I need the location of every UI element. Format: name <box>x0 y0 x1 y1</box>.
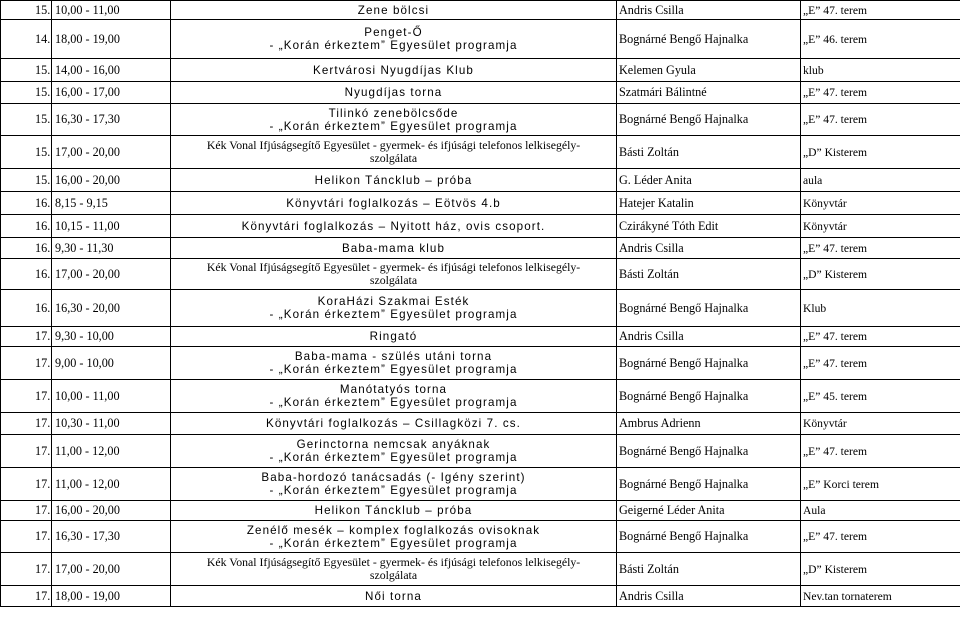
organizer-cell: Hatejer Katalin <box>617 192 801 215</box>
program-line: - „Korán érkeztem” Egyesület programja <box>269 451 518 464</box>
day-cell: 17. <box>1 380 52 413</box>
day-cell: 17. <box>1 413 52 435</box>
program-line: Nyugdíjas torna <box>344 86 443 99</box>
location-cell: „E” 45. terem <box>801 380 960 413</box>
program-line: Helikon Táncklub – próba <box>314 173 473 187</box>
program-cell <box>171 59 617 82</box>
time-cell: 18,00 - 19,00 <box>52 586 171 607</box>
organizer-cell: Andris Csilla <box>617 1 801 20</box>
schedule-row <box>1 1 960 20</box>
location-cell: „E” 47. terem <box>801 1 960 20</box>
day-cell: 16. <box>1 290 52 327</box>
location-cell: Aula <box>801 501 960 521</box>
location-cell: „E” 47. terem <box>801 104 960 136</box>
program-line: - „Korán érkeztem” Egyesület programja <box>269 119 518 133</box>
time-cell: 16,30 - 17,30 <box>52 104 171 136</box>
organizer-cell: Básti Zoltán <box>617 136 801 169</box>
program-cell <box>171 1 617 20</box>
schedule-row <box>1 347 960 380</box>
day-cell: 15. <box>1 104 52 136</box>
day-cell: 17. <box>1 553 52 586</box>
program-cell <box>171 215 617 238</box>
schedule-row <box>1 435 960 468</box>
program-cell <box>171 20 617 59</box>
organizer-cell: Bognárné Bengő Hajnalka <box>617 20 801 59</box>
time-cell: 16,30 - 17,30 <box>52 521 171 553</box>
program-line: Zene bölcsi <box>357 3 430 17</box>
program-line: - „Korán érkeztem” Egyesület programja <box>269 363 518 376</box>
program-cell <box>171 435 617 468</box>
program-cell <box>171 347 617 380</box>
schedule-row <box>1 20 960 59</box>
day-cell: 17. <box>1 521 52 553</box>
time-cell: 10,15 - 11,00 <box>52 215 171 238</box>
day-cell: 16. <box>1 215 52 238</box>
program-line: Kék Vonal Ifjúságsegítő Egyesület - gyermek- és ifjúsági telefonos lelkisegély- <box>206 260 581 274</box>
location-cell: „E” 47. terem <box>801 521 960 553</box>
program-line: Könyvtári foglalkozás – Eötvös 4.b <box>286 196 501 210</box>
schedule-row <box>1 259 960 290</box>
program-cell <box>171 586 617 607</box>
location-cell: „E” 47. terem <box>801 238 960 259</box>
schedule-row <box>1 192 960 215</box>
program-line: Női torna <box>365 589 422 603</box>
program-line: Kertvárosi Nyugdíjas Klub <box>313 63 474 77</box>
schedule-row <box>1 521 960 553</box>
time-cell: 17,00 - 20,00 <box>52 136 171 169</box>
organizer-cell: Czirákyné Tóth Edit <box>617 215 801 238</box>
program-cell <box>171 327 617 347</box>
program-cell <box>171 192 617 215</box>
location-cell: „E” 47. terem <box>801 327 960 347</box>
organizer-cell: Andris Csilla <box>617 327 801 347</box>
program-cell <box>171 413 617 435</box>
location-cell: „D” Kisterem <box>801 553 960 586</box>
program-line: Zenélő mesék – komplex foglalkozás ovisoknak <box>246 523 541 537</box>
day-cell: 15. <box>1 136 52 169</box>
schedule-row <box>1 169 960 192</box>
organizer-cell: Bognárné Bengő Hajnalka <box>617 435 801 468</box>
location-cell: Könyvtár <box>801 413 960 435</box>
schedule-row <box>1 501 960 521</box>
program-line: Könyvtári foglalkozás – Nyitott ház, ovis csoport. <box>241 219 546 233</box>
location-cell: „D” Kisterem <box>801 136 960 169</box>
schedule-row <box>1 586 960 607</box>
time-cell: 10,30 - 11,00 <box>52 413 171 435</box>
day-cell: 17. <box>1 327 52 347</box>
program-line: Baba-mama - szülés utáni torna <box>294 350 493 363</box>
program-cell <box>171 468 617 501</box>
schedule-row <box>1 327 960 347</box>
time-cell: 14,00 - 16,00 <box>52 59 171 82</box>
program-line: Kék Vonal Ifjúságsegítő Egyesület - gyermek- és ifjúsági telefonos lelkisegély- <box>206 138 581 152</box>
organizer-cell: Andris Csilla <box>617 586 801 607</box>
program-line: - „Korán érkeztem” Egyesület programja <box>269 39 518 52</box>
day-cell: 17. <box>1 435 52 468</box>
time-cell: 11,00 - 12,00 <box>52 435 171 468</box>
program-cell <box>171 521 617 553</box>
location-cell: Könyvtár <box>801 215 960 238</box>
organizer-cell: Geigerné Léder Anita <box>617 501 801 521</box>
schedule-row <box>1 215 960 238</box>
schedule-row <box>1 104 960 136</box>
schedule-row <box>1 290 960 327</box>
schedule-row <box>1 468 960 501</box>
program-line: Penget-Ő <box>364 26 423 39</box>
program-line: Baba-hordozó tanácsadás (- Igény szerint) <box>261 471 526 484</box>
schedule-row <box>1 238 960 259</box>
location-cell: „E” 47. terem <box>801 82 960 104</box>
program-line: Baba-mama klub <box>341 241 446 255</box>
day-cell: 15. <box>1 82 52 104</box>
time-cell: 8,15 - 9,15 <box>52 192 171 215</box>
organizer-cell: Bognárné Bengő Hajnalka <box>617 347 801 380</box>
organizer-cell: Bognárné Bengő Hajnalka <box>617 468 801 501</box>
day-cell: 17. <box>1 347 52 380</box>
organizer-cell: Bognárné Bengő Hajnalka <box>617 380 801 413</box>
time-cell: 17,00 - 20,00 <box>52 553 171 586</box>
program-cell <box>171 259 617 290</box>
schedule-row <box>1 82 960 104</box>
day-cell: 15. <box>1 59 52 82</box>
organizer-cell: Szatmári Bálintné <box>617 82 801 104</box>
program-line: Gerinctorna nemcsak anyáknak <box>296 438 491 451</box>
program-line: Helikon Táncklub – próba <box>314 504 473 517</box>
location-cell: aula <box>801 169 960 192</box>
schedule-row <box>1 59 960 82</box>
program-cell <box>171 553 617 586</box>
location-cell: Klub <box>801 290 960 327</box>
program-cell <box>171 380 617 413</box>
program-line: Kék Vonal Ifjúságsegítő Egyesület - gyermek- és ifjúsági telefonos lelkisegély- <box>206 555 581 569</box>
time-cell: 9,00 - 10,00 <box>52 347 171 380</box>
day-cell: 16. <box>1 259 52 290</box>
schedule-body <box>1 1 960 607</box>
organizer-cell: Bognárné Bengő Hajnalka <box>617 104 801 136</box>
time-cell: 10,00 - 11,00 <box>52 1 171 20</box>
program-cell <box>171 501 617 521</box>
program-cell <box>171 104 617 136</box>
program-line: - „Korán érkeztem” Egyesület programja <box>269 484 518 497</box>
organizer-cell: Andris Csilla <box>617 238 801 259</box>
time-cell: 9,30 - 11,30 <box>52 238 171 259</box>
program-cell <box>171 169 617 192</box>
program-line: szolgálata <box>369 273 418 287</box>
program-cell <box>171 136 617 169</box>
location-cell: „E” 47. terem <box>801 347 960 380</box>
program-line: Tilinkó zenebölcsőde <box>328 106 459 120</box>
time-cell: 16,00 - 20,00 <box>52 501 171 521</box>
organizer-cell: Básti Zoltán <box>617 553 801 586</box>
location-cell: „D” Kisterem <box>801 259 960 290</box>
program-line: - „Korán érkeztem” Egyesület programja <box>269 536 518 550</box>
program-cell <box>171 82 617 104</box>
day-cell: 17. <box>1 501 52 521</box>
location-cell: klub <box>801 59 960 82</box>
organizer-cell: Básti Zoltán <box>617 259 801 290</box>
organizer-cell: Ambrus Adrienn <box>617 413 801 435</box>
time-cell: 11,00 - 12,00 <box>52 468 171 501</box>
time-cell: 16,00 - 17,00 <box>52 82 171 104</box>
time-cell: 10,00 - 11,00 <box>52 380 171 413</box>
day-cell: 15. <box>1 169 52 192</box>
location-cell: Könyvtár <box>801 192 960 215</box>
program-line: KoraHázi Szakmai Esték <box>317 295 470 308</box>
time-cell: 17,00 - 20,00 <box>52 259 171 290</box>
program-line: Ringató <box>369 330 418 343</box>
location-cell: „E” 47. terem <box>801 435 960 468</box>
day-cell: 16. <box>1 238 52 259</box>
schedule-row <box>1 553 960 586</box>
program-line: Könyvtári foglalkozás – Csillagközi 7. cs. <box>266 417 521 430</box>
program-line: szolgálata <box>369 568 418 582</box>
day-cell: 16. <box>1 192 52 215</box>
time-cell: 16,30 - 20,00 <box>52 290 171 327</box>
day-cell: 15. <box>1 1 52 20</box>
location-cell: „E” Korci terem <box>801 468 960 501</box>
day-cell: 17. <box>1 586 52 607</box>
schedule-row <box>1 413 960 435</box>
program-line: Manótatyós torna <box>339 383 448 396</box>
day-cell: 17. <box>1 468 52 501</box>
program-line: - „Korán érkeztem” Egyesület programja <box>269 308 518 321</box>
location-cell: Nev.tan tornaterem <box>801 586 960 607</box>
time-cell: 9,30 - 10,00 <box>52 327 171 347</box>
time-cell: 18,00 - 19,00 <box>52 20 171 59</box>
location-cell: „E” 46. terem <box>801 20 960 59</box>
schedule-row <box>1 380 960 413</box>
organizer-cell: G. Léder Anita <box>617 169 801 192</box>
time-cell: 16,00 - 20,00 <box>52 169 171 192</box>
program-cell <box>171 290 617 327</box>
program-line: - „Korán érkeztem” Egyesület programja <box>269 396 518 409</box>
organizer-cell: Bognárné Bengő Hajnalka <box>617 521 801 553</box>
program-line: szolgálata <box>369 151 418 165</box>
schedule-row <box>1 136 960 169</box>
organizer-cell: Kelemen Gyula <box>617 59 801 82</box>
organizer-cell: Bognárné Bengő Hajnalka <box>617 290 801 327</box>
day-cell: 14. <box>1 20 52 59</box>
program-cell <box>171 238 617 259</box>
